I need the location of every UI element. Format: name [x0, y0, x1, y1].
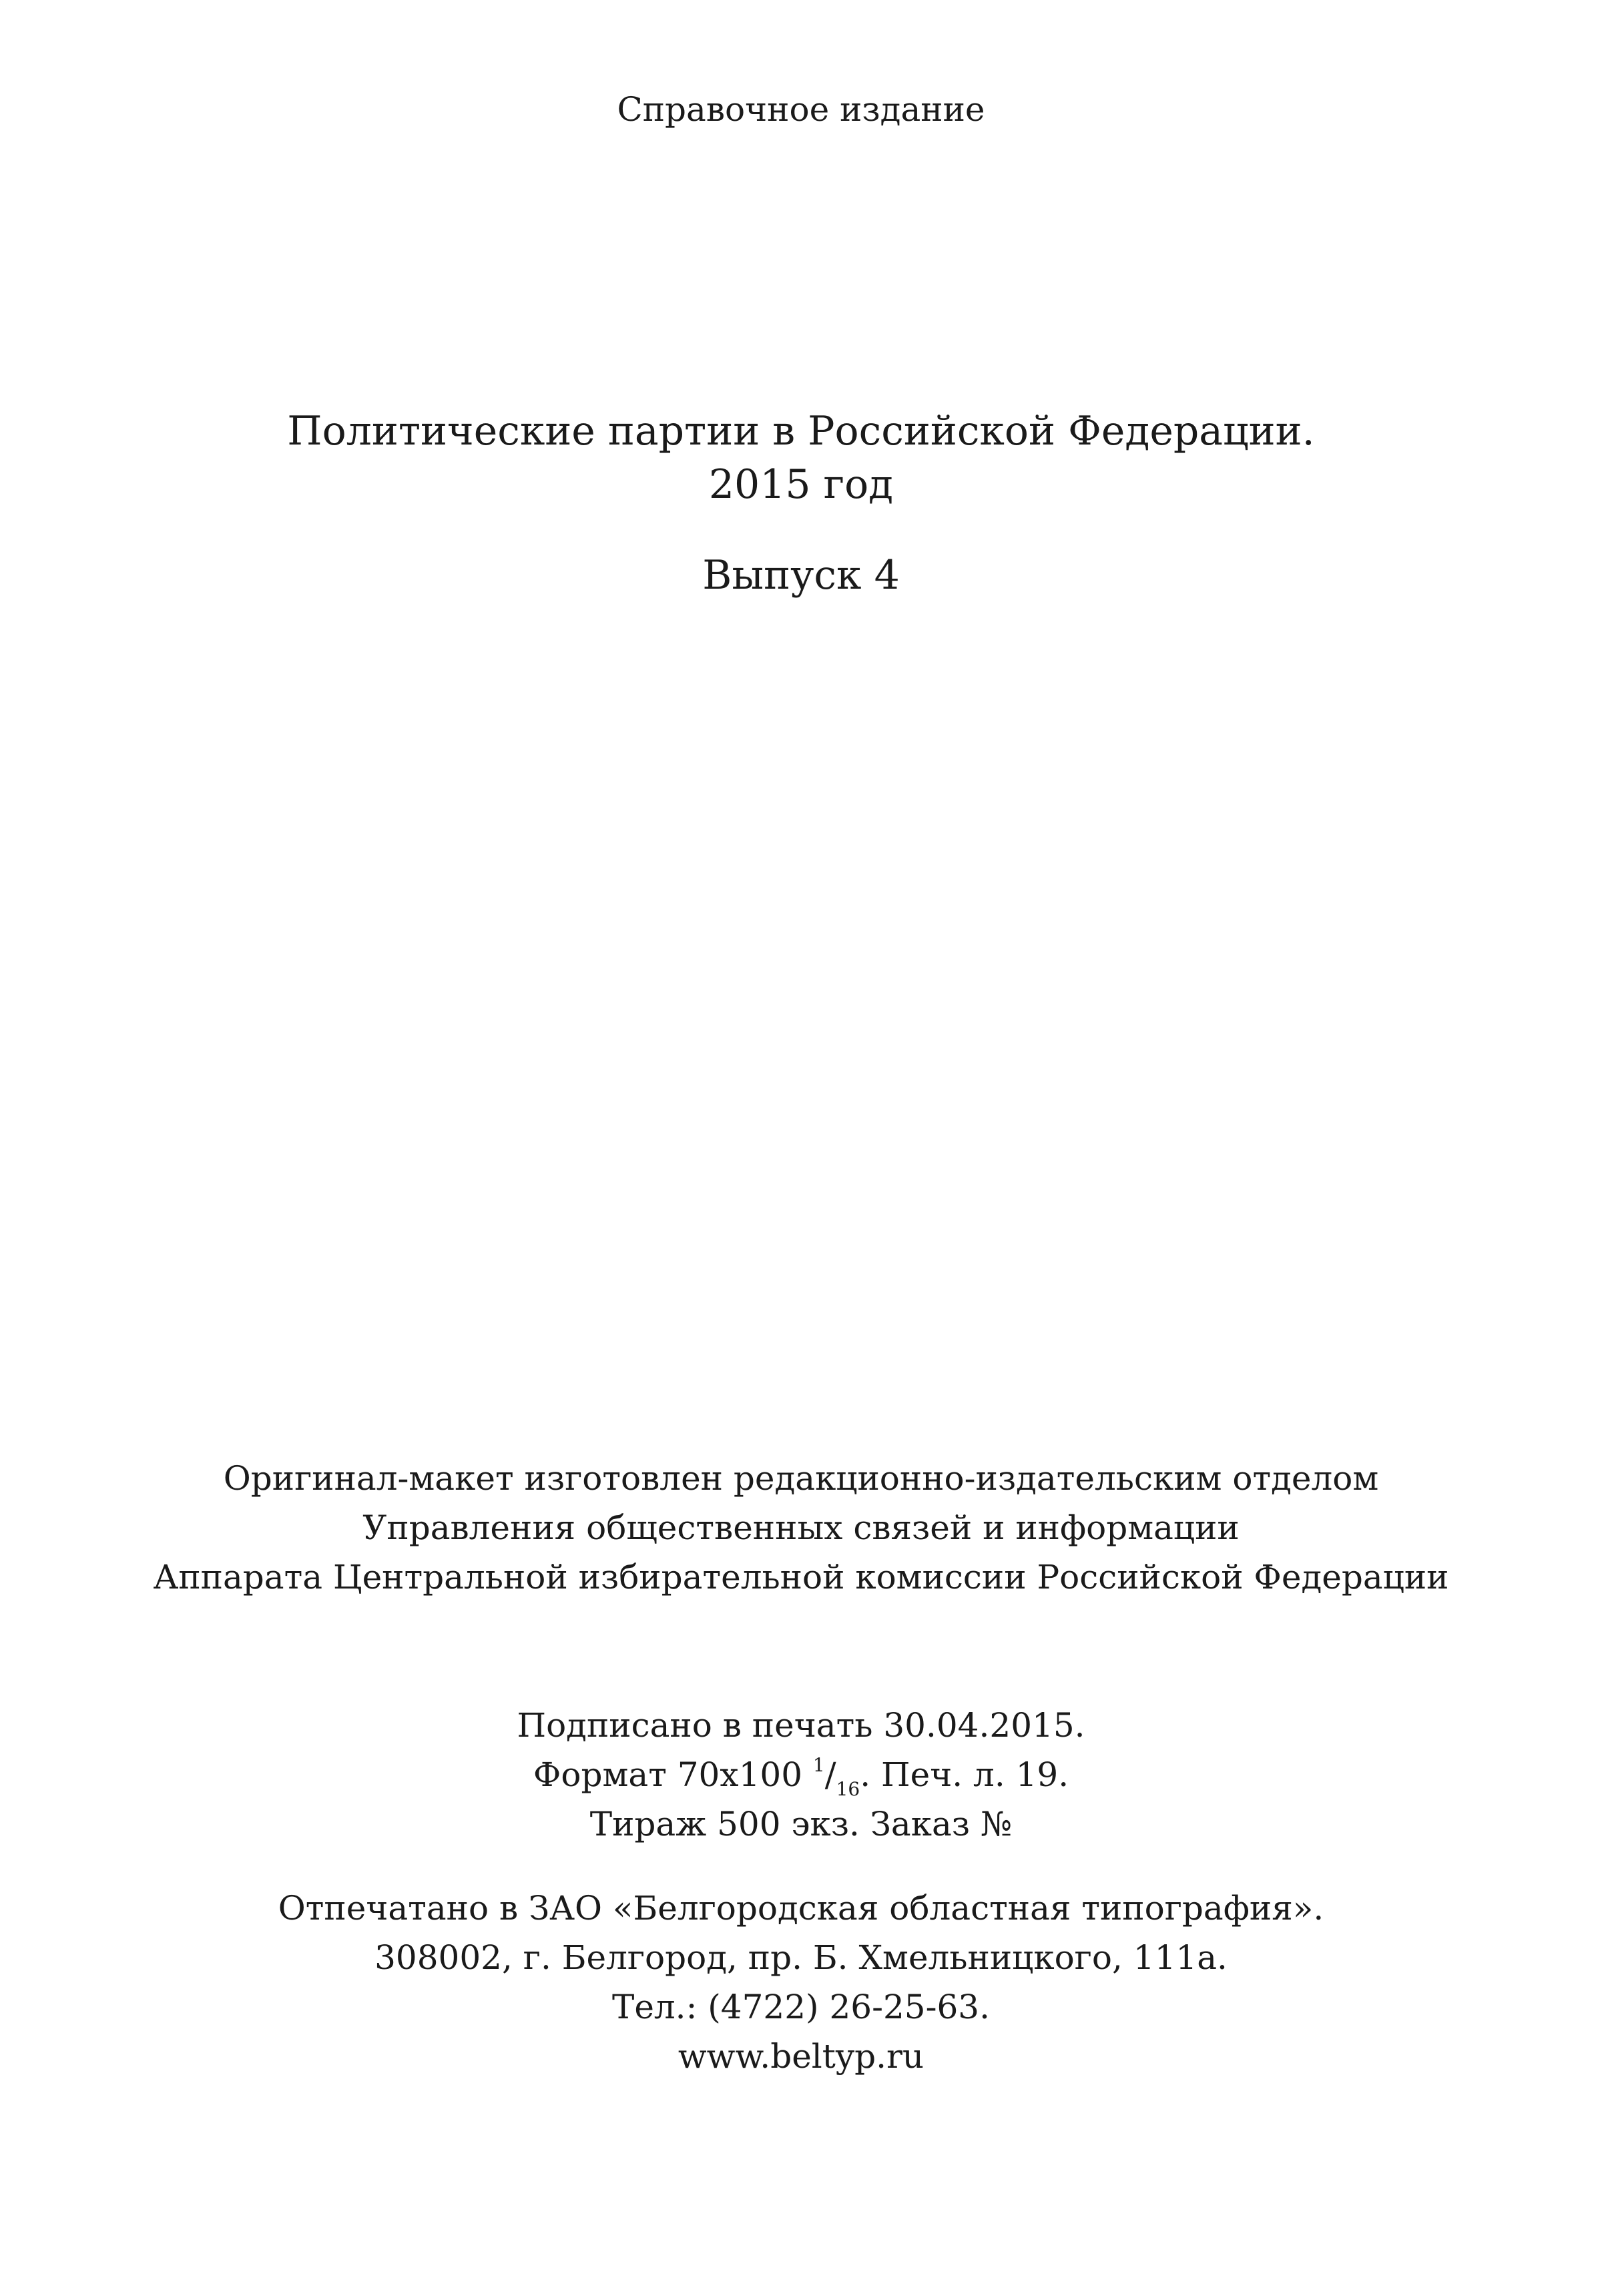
print-run: Тираж 500 экз. Заказ № [589, 1805, 1013, 1843]
credit-line-1: Оригинал-макет изготовлен редакционно-издательским отделом [223, 1459, 1379, 1498]
format-line [0, 1750, 1602, 1799]
printer-address: 308002, г. Белгород, пр. Б. Хмельницкого, 111а. [374, 1938, 1228, 1977]
document-title [0, 404, 1602, 511]
title-line-1: Политические партии в Российской Федерации. [287, 408, 1315, 455]
printer-name: Отпечатано в ЗАО «Белгородская областная типография». [278, 1889, 1324, 1928]
issue-label: Выпуск 4 [702, 552, 900, 599]
format-numerator: 1 [812, 1754, 825, 1776]
format-suffix: . Печ. л. 19. [860, 1755, 1069, 1794]
credit-line-2: Управления общественных связей и информации [362, 1508, 1240, 1547]
printer-website: www.beltyp.ru [678, 2037, 924, 2076]
issue-number [0, 549, 1602, 602]
format-slash: / [824, 1755, 836, 1794]
printer-phone: Тел.: (4722) 26-25-63. [611, 1988, 991, 2026]
layout-credit [0, 1454, 1602, 1602]
print-details [0, 1701, 1602, 1849]
credit-line-3: Аппарата Центральной избирательной комиссии Российской Федерации [153, 1558, 1449, 1597]
edition-type-label: Справочное издание [617, 90, 985, 129]
signed-for-print: Подписано в печать 30.04.2015. [517, 1706, 1085, 1745]
edition-type-header [0, 85, 1602, 133]
printer-info [0, 1884, 1602, 2081]
format-prefix: Формат 70x100 [533, 1755, 813, 1794]
format-denominator: 16 [836, 1778, 860, 1800]
title-line-2: 2015 год [708, 461, 894, 508]
